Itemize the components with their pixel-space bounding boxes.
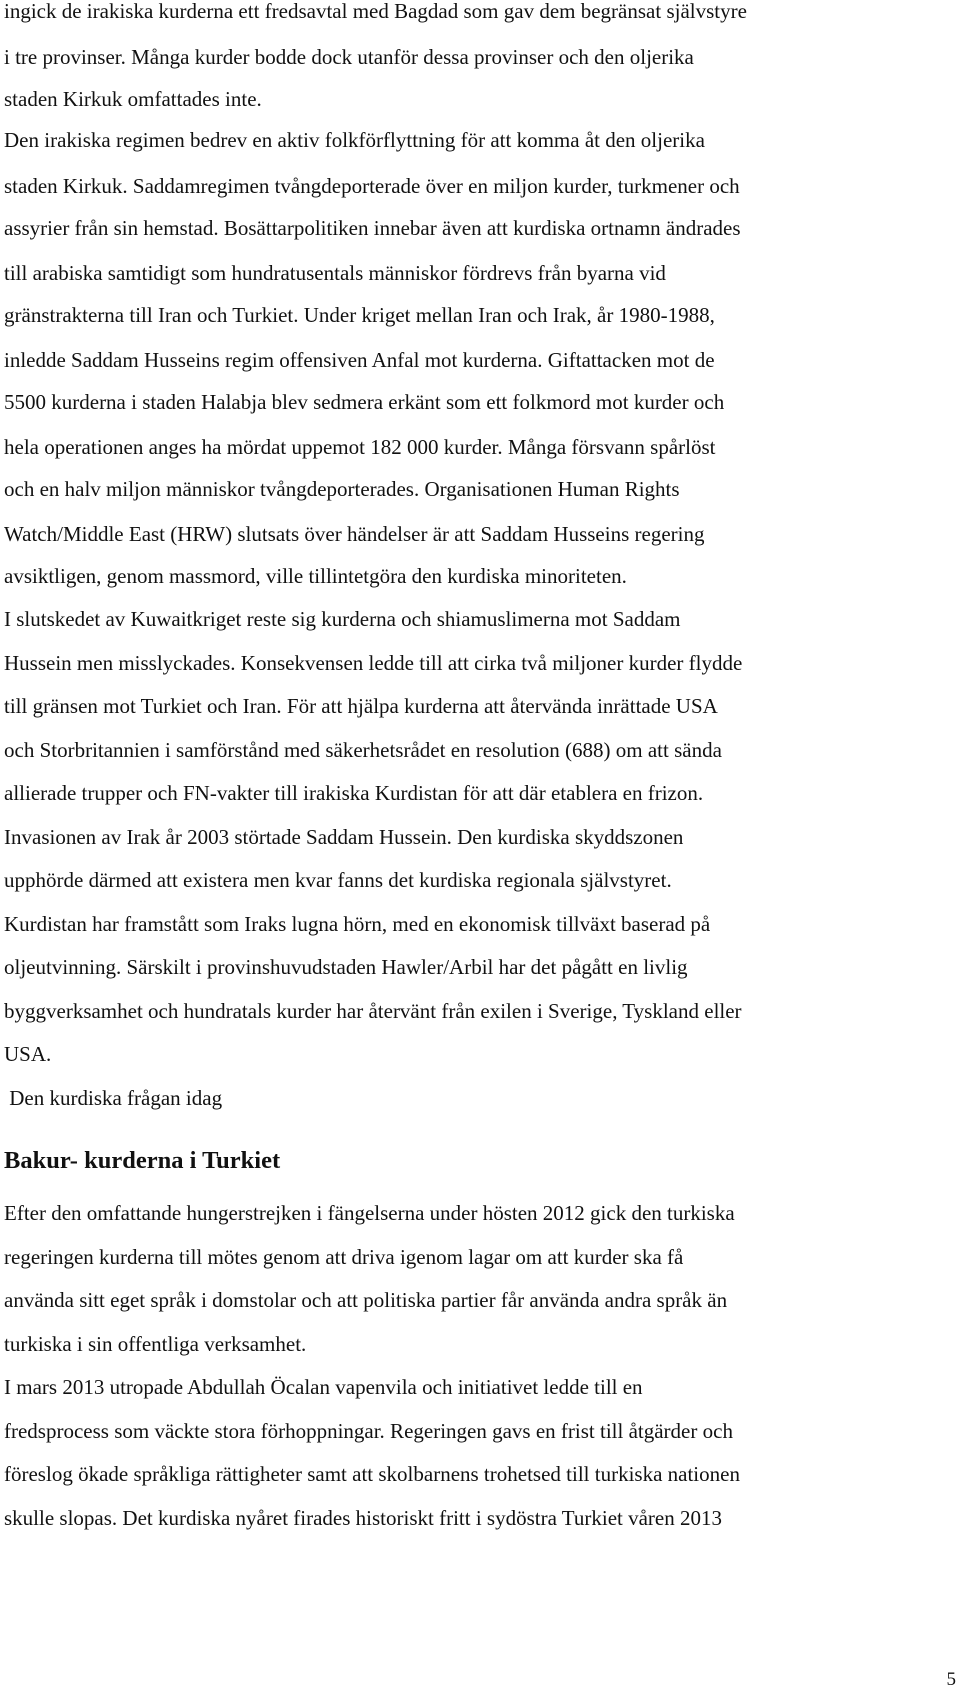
body-text-line: upphörde därmed att existera men kvar fanns det kurdiska regionala självstyret. — [4, 868, 672, 892]
body-text-line: Efter den omfattande hungerstrejken i fängelserna under hösten 2012 gick den turkiska — [4, 1201, 735, 1225]
body-text-line: ingick de irakiska kurderna ett fredsavtal med Bagdad som gav dem begränsat självstyre — [4, 0, 747, 23]
body-text-line: hela operationen anges ha mördat uppemot 182 000 kurder. Många försvann spårlöst — [4, 435, 716, 459]
body-text-line: skulle slopas. Det kurdiska nyåret firades historiskt fritt i sydöstra Turkiet våren 2013 — [4, 1506, 722, 1530]
body-text-line: Hussein men misslyckades. Konsekvensen ledde till att cirka två miljoner kurder flydde — [4, 651, 743, 675]
body-text-line: allierade trupper och FN-vakter till irakiska Kurdistan för att där etablera en frizon. — [4, 781, 704, 805]
body-text-line: gränstrakterna till Iran och Turkiet. Under kriget mellan Iran och Irak, år 1980-1988, — [4, 303, 715, 327]
body-text-line: Den irakiska regimen bedrev en aktiv folkförflyttning för att komma åt den oljerika — [4, 128, 705, 152]
body-text-line: USA. — [4, 1042, 52, 1066]
body-text-line: använda sitt eget språk i domstolar och att politiska partier får använda andra språk än — [4, 1288, 728, 1312]
body-text-line: Watch/Middle East (HRW) slutsats över händelser är att Saddam Husseins regering — [4, 522, 705, 546]
body-text-line: byggverksamhet och hundratals kurder har återvänt från exilen i Sverige, Tyskland eller — [4, 999, 742, 1023]
body-text-line: föreslog ökade språkliga rättigheter samt att skolbarnens trohetsed till turkiska nationen — [4, 1462, 740, 1486]
body-text-line: assyrier från sin hemstad. Bosättarpolitiken innebar även att kurdiska ortnamn ändrades — [4, 216, 741, 240]
body-text-line: Kurdistan har framstått som Iraks lugna hörn, med en ekonomisk tillväxt baserad på — [4, 912, 711, 936]
subsection-title: Den kurdiska frågan idag — [4, 1086, 223, 1110]
section-heading: Bakur- kurderna i Turkiet — [4, 1147, 281, 1174]
page-number: 5 — [946, 1669, 956, 1690]
body-text-line: avsiktligen, genom massmord, ville tillintetgöra den kurdiska minoriteten. — [4, 564, 627, 588]
body-text-line: fredsprocess som väckte stora förhoppningar. Regeringen gavs en frist till åtgärder och — [4, 1419, 733, 1443]
body-text-line: I mars 2013 utropade Abdullah Öcalan vapenvila och initiativet ledde till en — [4, 1375, 643, 1399]
body-text-line: regeringen kurderna till mötes genom att driva igenom lagar om att kurder ska få — [4, 1245, 684, 1269]
body-text-line: staden Kirkuk. Saddamregimen tvångdeporterade över en miljon kurder, turkmener och — [4, 174, 740, 198]
body-text-line: I slutskedet av Kuwaitkriget reste sig kurderna och shiamuslimerna mot Saddam — [4, 607, 681, 631]
body-text-line: i tre provinser. Många kurder bodde dock utanför dessa provinser och den oljerika — [4, 45, 694, 69]
body-text-line: Invasionen av Irak år 2003 störtade Saddam Hussein. Den kurdiska skyddszonen — [4, 825, 684, 849]
body-text-line: inledde Saddam Husseins regim offensiven Anfal mot kurderna. Giftattacken mot de — [4, 348, 715, 372]
body-text-line: och en halv miljon människor tvångdeporterades. Organisationen Human Rights — [4, 477, 680, 501]
body-text-line: staden Kirkuk omfattades inte. — [4, 87, 262, 111]
body-text-line: oljeutvinning. Särskilt i provinshuvudstaden Hawler/Arbil har det pågått en livlig — [4, 955, 688, 979]
body-text-line: och Storbritannien i samförstånd med säkerhetsrådet en resolution (688) om att sända — [4, 738, 722, 762]
body-text-line: till arabiska samtidigt som hundratusentals människor fördrevs från byarna vid — [4, 261, 666, 285]
body-text-line: 5500 kurderna i staden Halabja blev sedmera erkänt som ett folkmord mot kurder och — [4, 390, 725, 414]
body-text-line: till gränsen mot Turkiet och Iran. För att hjälpa kurderna att återvända inrättade USA — [4, 694, 718, 718]
body-text-line: turkiska i sin offentliga verksamhet. — [4, 1332, 307, 1356]
